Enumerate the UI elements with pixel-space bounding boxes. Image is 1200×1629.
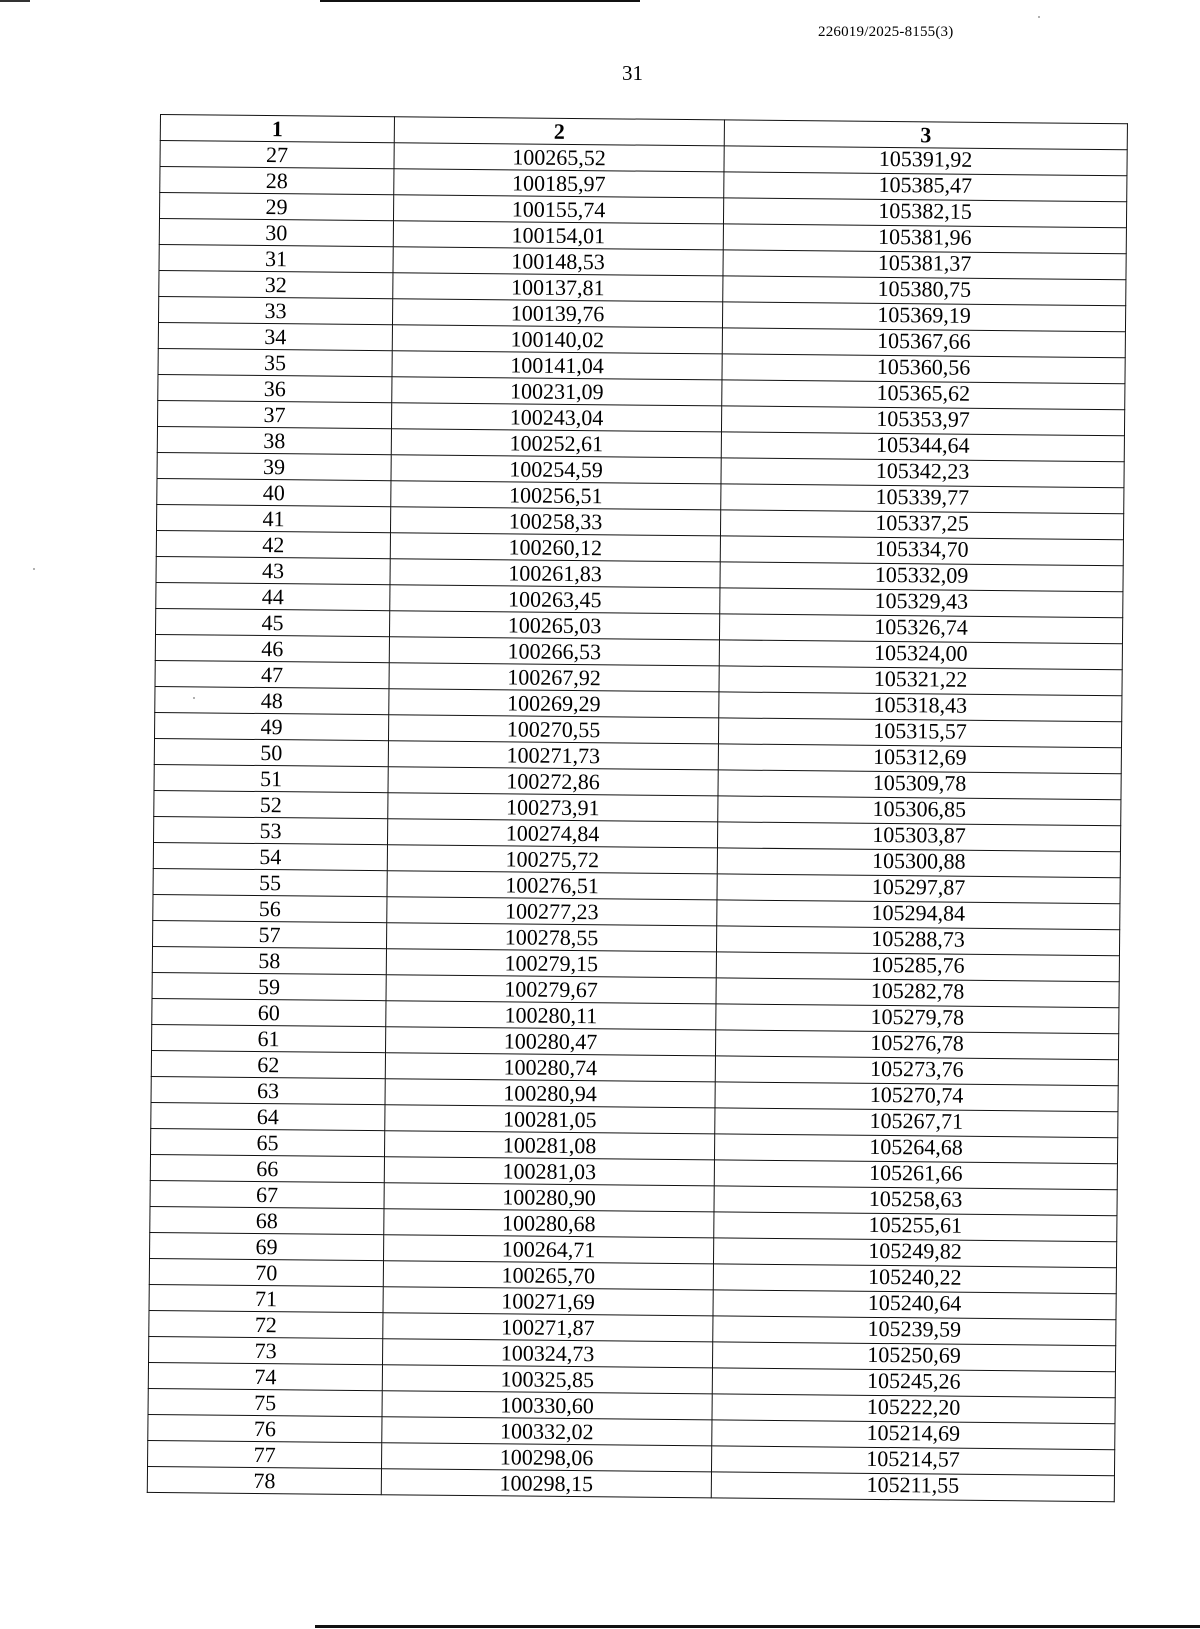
point-number-cell: 34	[158, 322, 392, 350]
coordinate-y-cell: 105321,22	[719, 666, 1122, 696]
point-number-cell: 42	[156, 530, 390, 558]
coordinate-x-cell: 100280,74	[385, 1053, 715, 1082]
coordinate-x-cell: 100280,94	[385, 1079, 715, 1108]
point-number-cell: 55	[153, 868, 387, 896]
coordinate-y-cell: 105288,73	[716, 926, 1119, 956]
coordinate-x-cell: 100261,83	[390, 559, 720, 588]
point-number-cell: 40	[157, 478, 391, 506]
point-number-cell: 31	[159, 244, 393, 272]
scan-speck	[33, 568, 35, 570]
point-number-cell: 33	[158, 296, 392, 324]
coordinate-y-cell: 105369,19	[722, 302, 1125, 332]
point-number-cell: 70	[149, 1258, 383, 1286]
point-number-cell: 30	[159, 218, 393, 246]
coordinate-x-cell: 100265,70	[383, 1261, 713, 1290]
coordinate-x-cell: 100155,74	[393, 195, 723, 224]
point-number-cell: 78	[147, 1466, 381, 1494]
point-number-cell: 38	[157, 426, 391, 454]
coordinate-x-cell: 100270,55	[388, 715, 718, 744]
coordinate-y-cell: 105381,37	[723, 250, 1126, 280]
coordinate-x-cell: 100279,15	[386, 949, 716, 978]
coordinate-y-cell: 105240,64	[713, 1290, 1116, 1320]
coordinate-x-cell: 100330,60	[382, 1391, 712, 1420]
coordinate-x-cell: 100269,29	[389, 689, 719, 718]
coordinate-x-cell: 100139,76	[392, 299, 722, 328]
point-number-cell: 45	[156, 608, 390, 636]
coordinate-x-cell: 100264,71	[384, 1235, 714, 1264]
point-number-cell: 60	[152, 998, 386, 1026]
coordinate-y-cell: 105365,62	[722, 380, 1125, 410]
coordinate-y-cell: 105382,15	[723, 198, 1126, 228]
point-number-cell: 77	[148, 1440, 382, 1468]
coordinate-x-cell: 100231,09	[392, 377, 722, 406]
table-body	[147, 141, 1127, 1502]
coordinate-y-cell: 105211,55	[711, 1472, 1114, 1502]
coordinate-y-cell: 105214,69	[712, 1420, 1115, 1450]
coordinate-x-cell: 100254,59	[391, 455, 721, 484]
coordinate-y-cell: 105306,85	[718, 796, 1121, 826]
scan-speck	[193, 697, 195, 699]
coordinate-y-cell: 105318,43	[719, 692, 1122, 722]
point-number-cell: 35	[158, 348, 392, 376]
coordinate-y-cell: 105329,43	[720, 588, 1123, 618]
point-number-cell: 74	[148, 1362, 382, 1390]
coordinate-y-cell: 105339,77	[721, 484, 1124, 514]
coordinate-x-cell: 100263,45	[390, 585, 720, 614]
point-number-cell: 68	[150, 1206, 384, 1234]
coordinate-x-cell: 100280,11	[386, 1001, 716, 1030]
point-number-cell: 27	[160, 141, 394, 169]
point-number-cell: 53	[154, 816, 388, 844]
coordinate-x-cell: 100273,91	[388, 793, 718, 822]
coordinate-x-cell: 100298,06	[382, 1443, 712, 1472]
coordinate-x-cell: 100265,52	[394, 143, 724, 172]
coordinate-y-cell: 105245,26	[712, 1368, 1115, 1398]
coordinate-x-cell: 100267,92	[389, 663, 719, 692]
coordinate-y-cell: 105315,57	[718, 718, 1121, 748]
top-rule	[320, 0, 640, 2]
coordinate-x-cell: 100279,67	[386, 975, 716, 1004]
coordinate-y-cell: 105267,71	[715, 1108, 1118, 1138]
coordinate-x-cell: 100243,04	[391, 403, 721, 432]
point-number-cell: 54	[153, 842, 387, 870]
coordinate-x-cell: 100281,05	[385, 1105, 715, 1134]
coordinate-y-cell: 105334,70	[720, 536, 1123, 566]
coordinate-y-cell: 105222,20	[712, 1394, 1115, 1424]
coordinate-y-cell: 105326,74	[719, 614, 1122, 644]
coordinate-x-cell: 100265,03	[389, 611, 719, 640]
point-number-cell: 46	[155, 634, 389, 662]
point-number-cell: 56	[153, 894, 387, 922]
coordinate-x-cell: 100280,68	[384, 1209, 714, 1238]
coordinate-x-cell: 100280,47	[385, 1027, 715, 1056]
point-number-cell: 66	[150, 1154, 384, 1182]
point-number-cell: 57	[153, 920, 387, 948]
column-header-2: 2	[394, 117, 724, 146]
point-number-cell: 71	[149, 1284, 383, 1312]
coordinate-x-cell: 100281,03	[384, 1157, 714, 1186]
point-number-cell: 73	[149, 1336, 383, 1364]
coordinate-x-cell: 100281,08	[385, 1131, 715, 1160]
coordinate-x-cell: 100252,61	[391, 429, 721, 458]
coordinate-y-cell: 105276,78	[715, 1030, 1118, 1060]
coordinate-x-cell: 100137,81	[393, 273, 723, 302]
point-number-cell: 39	[157, 452, 391, 480]
coordinate-y-cell: 105261,66	[714, 1160, 1117, 1190]
coordinate-y-cell: 105380,75	[723, 276, 1126, 306]
bottom-rule	[315, 1625, 1200, 1628]
coordinate-y-cell: 105391,92	[724, 146, 1127, 176]
coordinate-y-cell: 105309,78	[718, 770, 1121, 800]
page-number: 31	[622, 61, 643, 85]
point-number-cell: 41	[157, 504, 391, 532]
coordinate-x-cell: 100260,12	[390, 533, 720, 562]
coordinate-y-cell: 105344,64	[721, 432, 1124, 462]
coordinate-y-cell: 105294,84	[717, 900, 1120, 930]
coordinates-table-container	[147, 114, 1127, 1502]
coordinate-x-cell: 100298,15	[381, 1469, 711, 1498]
coordinate-x-cell: 100325,85	[382, 1365, 712, 1394]
coordinate-x-cell: 100275,72	[387, 845, 717, 874]
coordinate-y-cell: 105303,87	[717, 822, 1120, 852]
point-number-cell: 37	[158, 400, 392, 428]
coordinate-x-cell: 100154,01	[393, 221, 723, 250]
column-header-1: 1	[160, 115, 394, 143]
coordinate-y-cell: 105250,69	[712, 1342, 1115, 1372]
coordinate-y-cell: 105279,78	[716, 1004, 1119, 1034]
coordinate-y-cell: 105312,69	[718, 744, 1121, 774]
coordinate-x-cell: 100277,23	[387, 897, 717, 926]
coordinate-x-cell: 100272,86	[388, 767, 718, 796]
point-number-cell: 63	[151, 1076, 385, 1104]
coordinate-y-cell: 105337,25	[720, 510, 1123, 540]
coordinate-y-cell: 105285,76	[716, 952, 1119, 982]
coordinate-x-cell: 100324,73	[383, 1339, 713, 1368]
coordinate-y-cell: 105282,78	[716, 978, 1119, 1008]
coordinate-y-cell: 105258,63	[714, 1186, 1117, 1216]
point-number-cell: 75	[148, 1388, 382, 1416]
point-number-cell: 64	[151, 1102, 385, 1130]
coordinate-x-cell: 100256,51	[391, 481, 721, 510]
coordinate-y-cell: 105239,59	[713, 1316, 1116, 1346]
point-number-cell: 50	[154, 738, 388, 766]
point-number-cell: 69	[150, 1232, 384, 1260]
coordinate-y-cell: 105385,47	[724, 172, 1127, 202]
coordinate-x-cell: 100278,55	[386, 923, 716, 952]
point-number-cell: 67	[150, 1180, 384, 1208]
coordinate-y-cell: 105249,82	[713, 1238, 1116, 1268]
coordinate-x-cell: 100280,90	[384, 1183, 714, 1212]
coordinate-y-cell: 105342,23	[721, 458, 1124, 488]
coordinate-y-cell: 105300,88	[717, 848, 1120, 878]
scan-speck	[1038, 16, 1040, 18]
coordinate-y-cell: 105273,76	[715, 1056, 1118, 1086]
point-number-cell: 72	[149, 1310, 383, 1338]
coordinate-y-cell: 105381,96	[723, 224, 1126, 254]
coordinate-y-cell: 105270,74	[715, 1082, 1118, 1112]
point-number-cell: 59	[152, 972, 386, 1000]
coordinate-x-cell: 100332,02	[382, 1417, 712, 1446]
point-number-cell: 43	[156, 556, 390, 584]
point-number-cell: 47	[155, 660, 389, 688]
point-number-cell: 52	[154, 790, 388, 818]
point-number-cell: 61	[152, 1024, 386, 1052]
coordinates-table	[147, 114, 1128, 1502]
coordinate-y-cell: 105255,61	[714, 1212, 1117, 1242]
coordinate-y-cell: 105214,57	[711, 1446, 1114, 1476]
coordinate-y-cell: 105353,97	[721, 406, 1124, 436]
point-number-cell: 44	[156, 582, 390, 610]
coordinate-x-cell: 100185,97	[394, 169, 724, 198]
point-number-cell: 62	[151, 1050, 385, 1078]
coordinate-y-cell: 105360,56	[722, 354, 1125, 384]
point-number-cell: 58	[152, 946, 386, 974]
coordinate-y-cell: 105264,68	[714, 1134, 1117, 1164]
point-number-cell: 36	[158, 374, 392, 402]
coordinate-y-cell: 105332,09	[720, 562, 1123, 592]
coordinate-x-cell: 100276,51	[387, 871, 717, 900]
coordinate-x-cell: 100258,33	[390, 507, 720, 536]
coordinate-x-cell: 100271,73	[388, 741, 718, 770]
point-number-cell: 32	[159, 270, 393, 298]
coordinate-y-cell: 105240,22	[713, 1264, 1116, 1294]
coordinate-x-cell: 100141,04	[392, 351, 722, 380]
point-number-cell: 48	[155, 686, 389, 714]
point-number-cell: 28	[160, 167, 394, 195]
coordinate-y-cell: 105324,00	[719, 640, 1122, 670]
coordinate-x-cell: 100140,02	[392, 325, 722, 354]
document-number: 226019/2025-8155(3)	[818, 24, 954, 40]
coordinate-y-cell: 105367,66	[722, 328, 1125, 358]
point-number-cell: 29	[159, 193, 393, 221]
coordinate-x-cell: 100148,53	[393, 247, 723, 276]
coordinate-x-cell: 100266,53	[389, 637, 719, 666]
scan-edge-mark	[0, 0, 30, 2]
coordinate-y-cell: 105297,87	[717, 874, 1120, 904]
point-number-cell: 49	[155, 712, 389, 740]
point-number-cell: 76	[148, 1414, 382, 1442]
column-header-3: 3	[724, 120, 1127, 150]
coordinate-x-cell: 100271,69	[383, 1287, 713, 1316]
coordinate-x-cell: 100271,87	[383, 1313, 713, 1342]
coordinate-x-cell: 100274,84	[387, 819, 717, 848]
point-number-cell: 51	[154, 764, 388, 792]
point-number-cell: 65	[151, 1128, 385, 1156]
